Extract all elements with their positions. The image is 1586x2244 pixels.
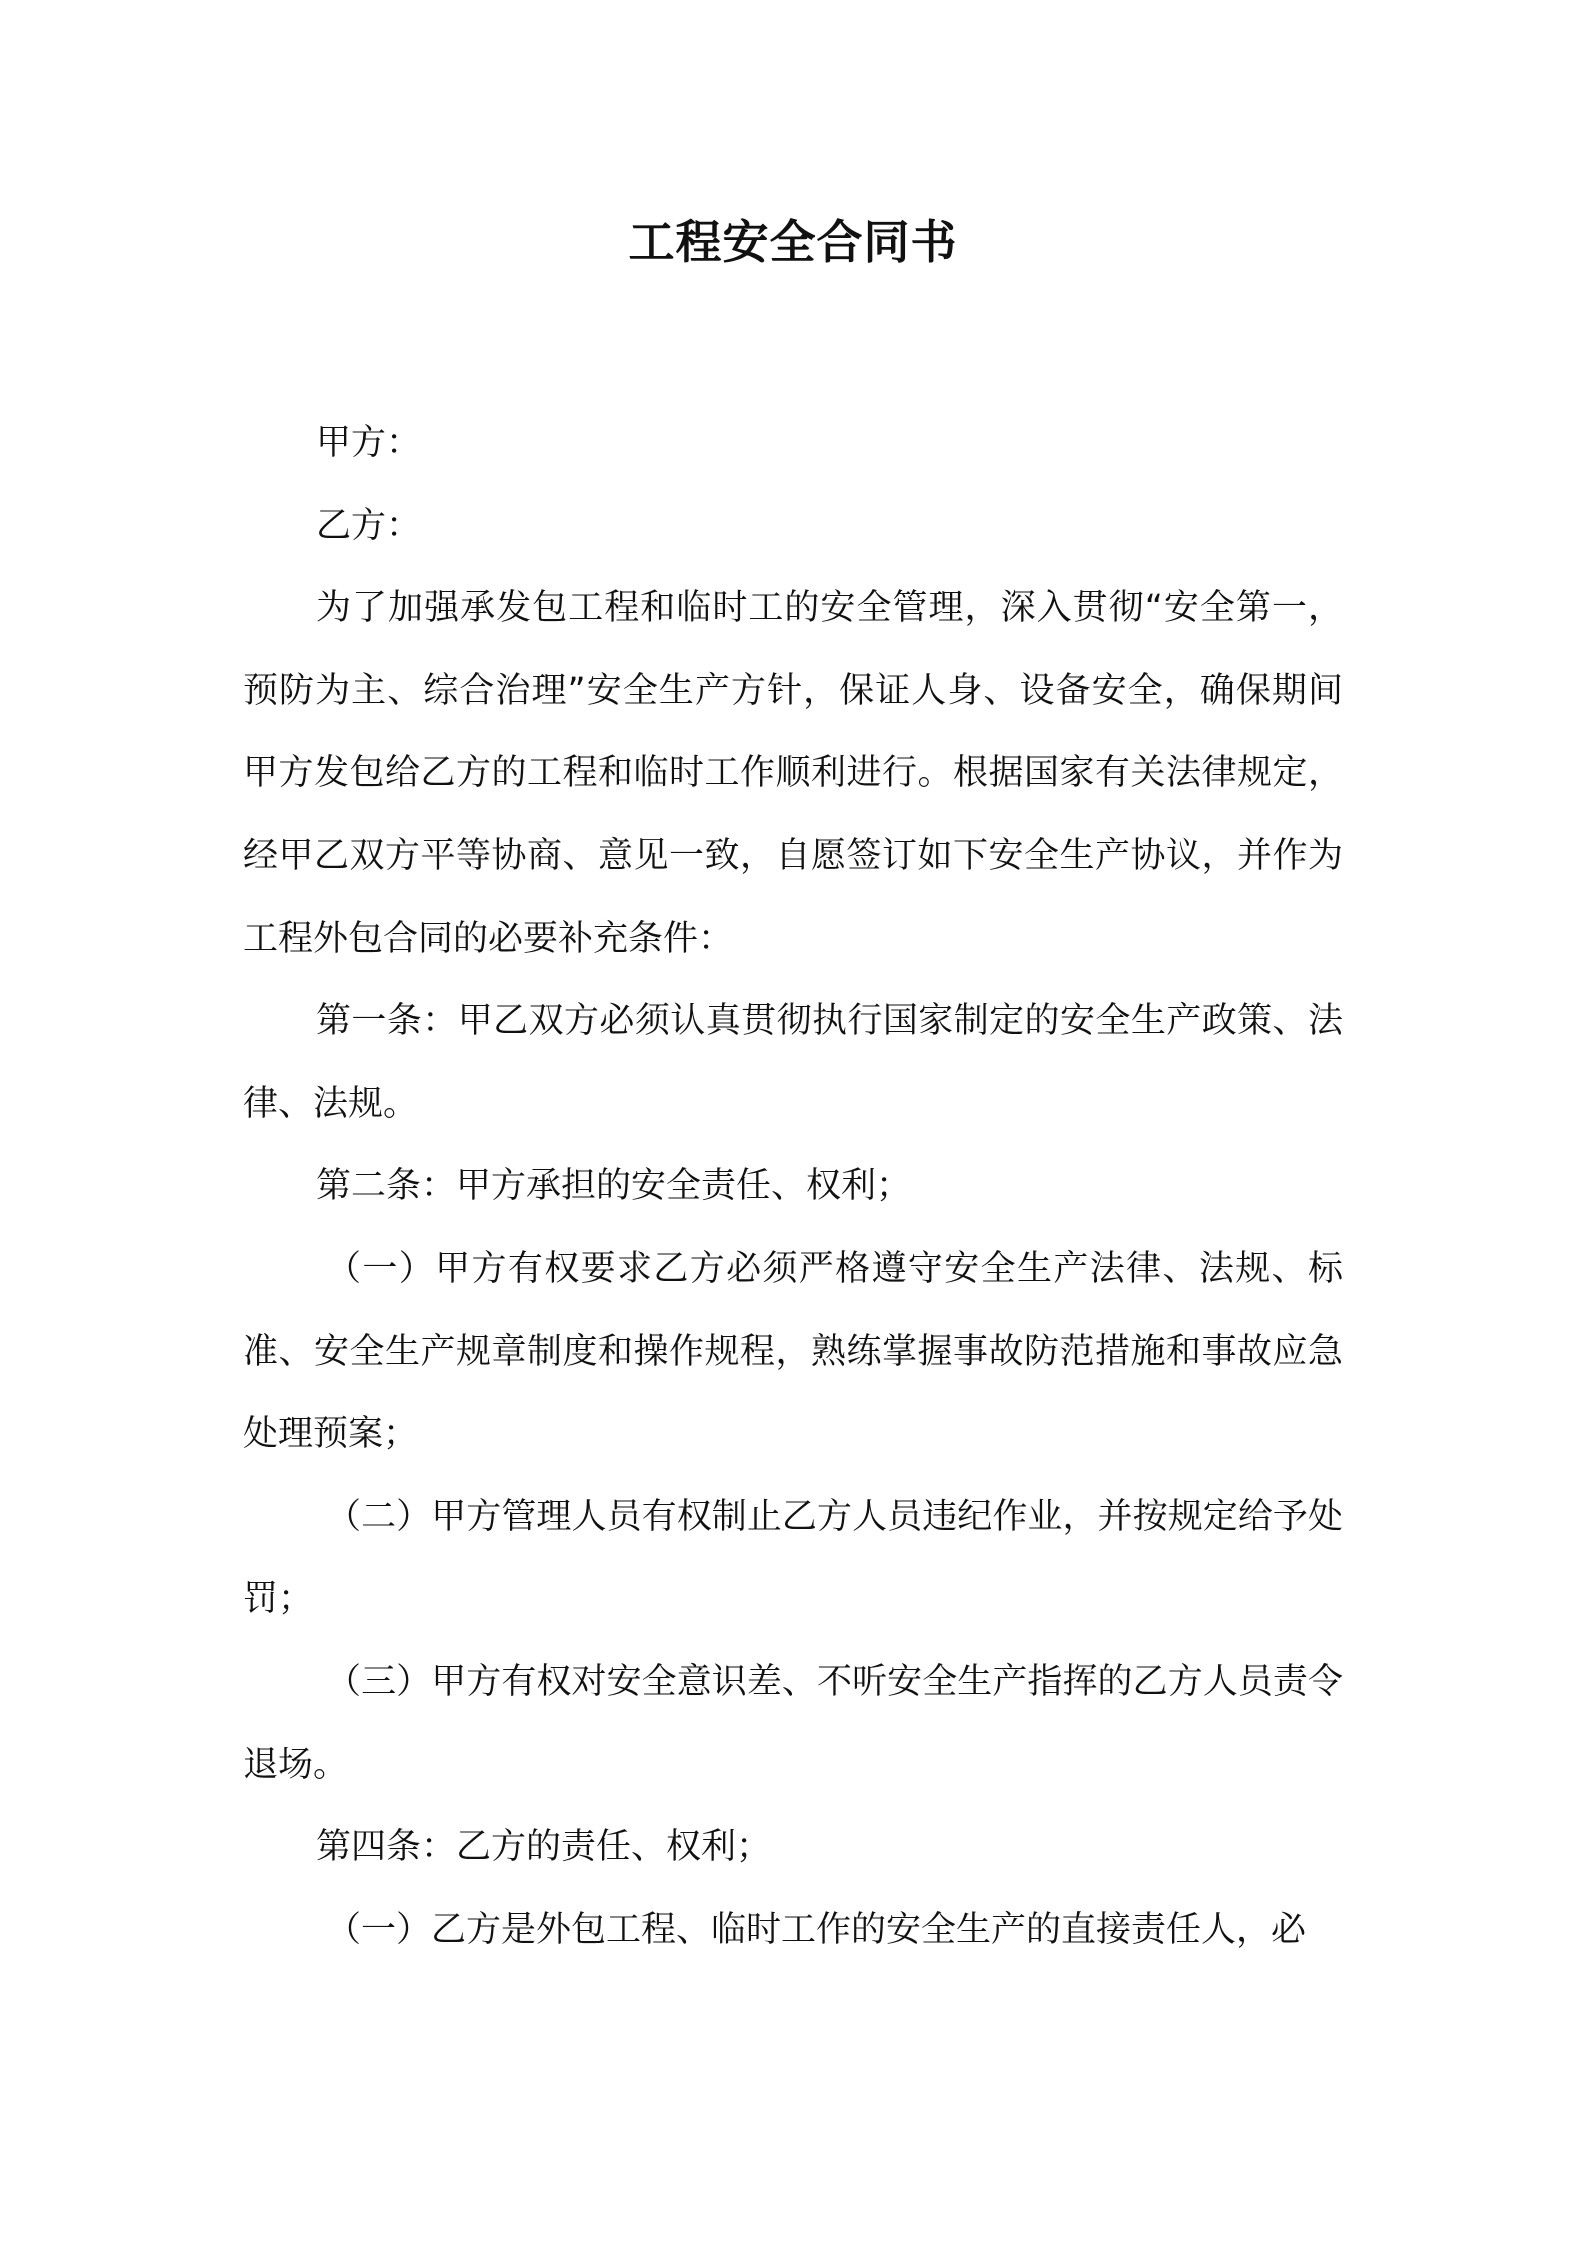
article-1-paragraph: 第一条：甲乙双方必须认真贯彻执行国家制定的安全生产政策、法律、法规。 <box>243 1001 1343 1124</box>
article-2-heading: 第二条：甲方承担的安全责任、权利； <box>316 1166 912 1207</box>
article-2-item-2: （二）甲方管理人员有权制止乙方人员违纪作业，并按规定给予处罚； <box>243 1496 1343 1620</box>
document-title: 工程安全合同书 <box>628 215 958 269</box>
document-body <box>243 402 1343 1971</box>
party-a-line: 甲方： <box>316 423 422 463</box>
preamble-paragraph: 为了加强承发包工程和临时工的安全管理，深入贯彻“安全第一，预防为主、综合治理”安全生产方针，保证人身、设备安全，确保期间甲方发包给乙方的工程和临时工作顺利进行。根据国家有关法律规定，经甲乙双方平等协商、意见一致，自愿签订如下安全生产协议，并作为工程外包合同的必要补充条件： <box>243 588 1343 959</box>
article-4-heading: 第四条：乙方的责任、权利； <box>316 1827 772 1868</box>
article-2-item-3: （三）甲方有权对安全意识差、不听安全生产指挥的乙方人员责令退场。 <box>243 1661 1343 1785</box>
party-b-line: 乙方： <box>316 505 422 546</box>
article-2-item-1: （一）甲方有权要求乙方必须严格遵守安全生产法律、法规、标准、安全生产规章制度和操作规程，熟练掌握事故防范措施和事故应急处理预案； <box>243 1248 1343 1455</box>
article-4-item-1: （一）乙方是外包工程、临时工作的安全生产的直接责任人，必 <box>326 1909 1307 1950</box>
